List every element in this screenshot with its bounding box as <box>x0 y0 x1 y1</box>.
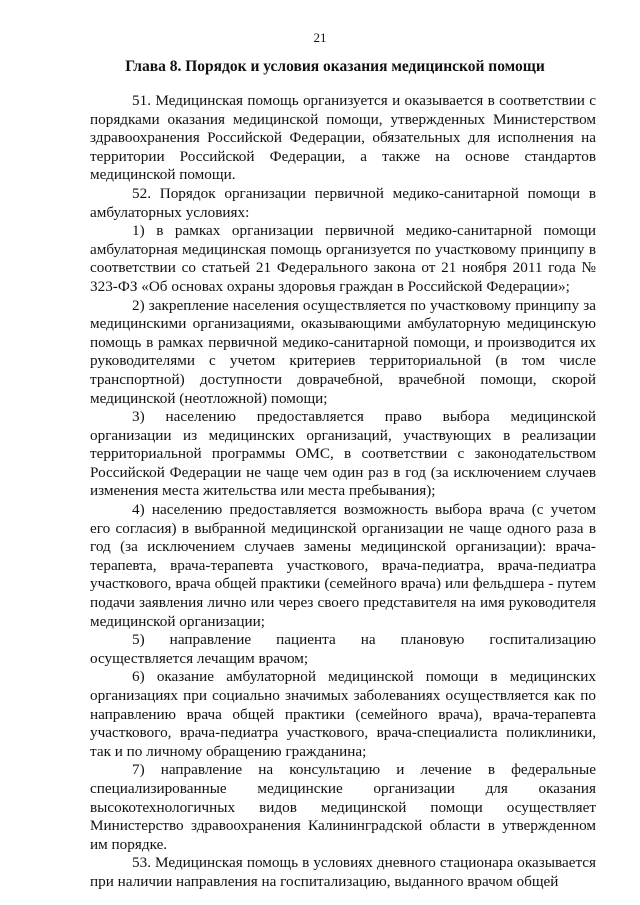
body-text <box>90 92 596 892</box>
list-item-2: 2) закрепление населения осуществляется по участковому принципу за медицинскими организациями, оказывающими амбулаторную медицинскую помощь в рамках первичной медико-санитарной помощи, и производится их руководителями с учетом критериев территориальной (в том числе транспортной) доступности доврачебной, врачебной помощи, скорой медицинской (неотложной) помощи; <box>90 296 596 407</box>
paragraph-51: 51. Медицинская помощь организуется и оказывается в соответствии с порядками оказания медицинской помощи, утвержденных Министерством здравоохранения Российской Федерации, обязательных для исполнения на территории Российской Федерации, а также на основе стандартов медицинской помощи. <box>90 92 596 184</box>
list-item-6: 6) оказание амбулаторной медицинской помощи в медицинских организациях при социально значимых заболеваниях осуществляется как по направлению врача общей практики (семейного врача), врача-терапевта участкового, врача-педиатра участкового, врача-специалиста поликлиники, так и по личному обращению гражданина; <box>90 668 596 760</box>
list-item-7: 7) направление на консультацию и лечение в федеральные специализированные медицинские организации для оказания высокотехнологичных видов медицинской помощи осуществляет Министерство здравоохранения Калининградской области в утвержденном им порядке. <box>90 761 596 853</box>
page-number: 21 <box>313 30 327 45</box>
list-item-3: 3) населению предоставляется право выбора медицинской организации из медицинских организаций, участвующих в реализации территориальной программы ОМС, в соответствии с законодательством Российской Федерации не чаще чем один раз в год (за исключением случаев изменения места жительства или места пребывания); <box>90 408 596 500</box>
list-item-4: 4) населению предоставляется возможность выбора врача (с учетом его согласия) в выбранной медицинской организации не чаще одного раза в год (за исключением случаев замены медицинской организации): врача-терапевта, врача-терапевта участкового, врача-педиатра, врача-педиатра участкового, врача общей практики (семейного врача) или фельдшера - путем подачи заявления лично или через своего представителя на имя руководителя медицинской организации; <box>90 501 596 630</box>
chapter-title: Глава 8. Порядок и условия оказания медицинской помощи <box>125 58 545 75</box>
paragraph-52: 52. Порядок организации первичной медико-санитарной помощи в амбулаторных условиях: <box>90 184 596 221</box>
list-item-5: 5) направление пациента на плановую госпитализацию осуществляется лечащим врачом; <box>90 631 596 667</box>
list-item-1: 1) в рамках организации первичной медико-санитарной помощи амбулаторная медицинская помощь организуется по участковому принципу в соответствии со статьей 21 Федерального закона от 21 ноября 2011 года № 323-ФЗ «Об основах охраны здоровья граждан в Российской Федерации»; <box>90 222 596 295</box>
paragraph-53: 53. Медицинская помощь в условиях дневного стационара оказывается при наличии направления на госпитализацию, выданного врачом общей <box>90 854 596 890</box>
